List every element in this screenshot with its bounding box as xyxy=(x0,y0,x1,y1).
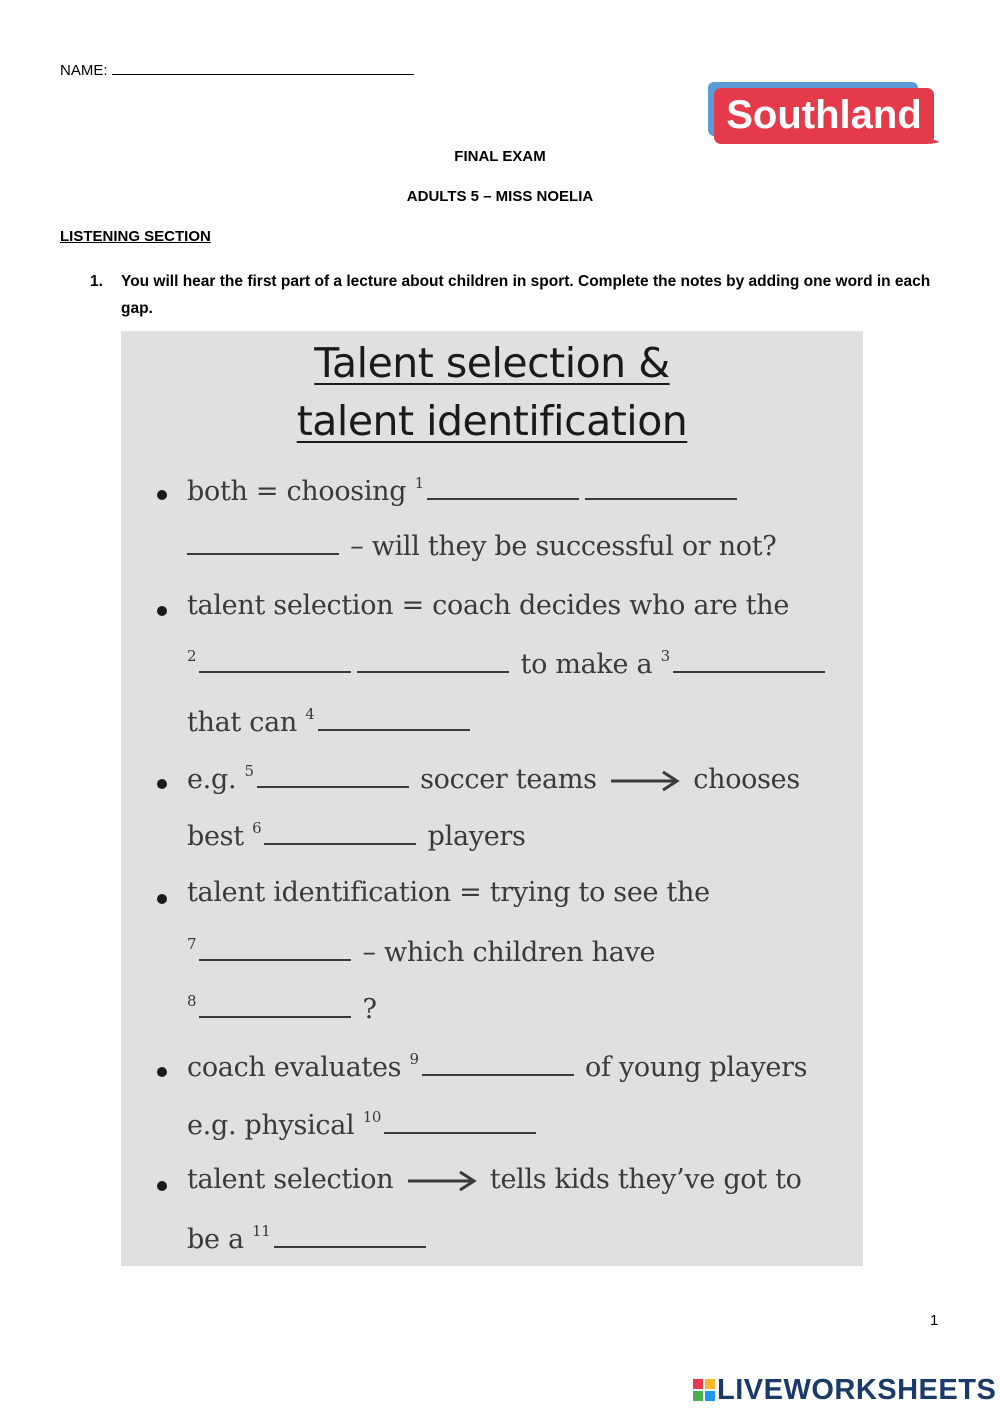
note-line: talent selection = coach decides who are the xyxy=(187,590,790,621)
southland-logo xyxy=(706,80,942,148)
name-label: NAME: xyxy=(60,62,108,79)
gap-2b[interactable] xyxy=(357,649,509,673)
note-line: talent identification = trying to see the xyxy=(187,877,710,908)
note-line: $^2$ to make a $^3$ xyxy=(187,647,828,680)
gap-1a[interactable] xyxy=(427,476,579,500)
notes-panel xyxy=(121,331,863,1266)
gap-number: 1 xyxy=(414,474,424,492)
gap-number: 6 xyxy=(252,819,262,837)
page-number: 1 xyxy=(930,1312,939,1329)
gap-2a[interactable] xyxy=(199,649,351,673)
note-line: e.g. physical $^{10}$ xyxy=(187,1108,539,1141)
notes-title-2: talent identification xyxy=(296,397,688,445)
note-line: e.g. $^5$ soccer teams chooses xyxy=(187,762,800,795)
notes-title-1: Talent selection & xyxy=(314,339,670,387)
bullet-icon xyxy=(157,606,167,616)
bullet-icon xyxy=(157,490,167,500)
liveworksheets-icon xyxy=(693,1379,715,1401)
gap-3[interactable] xyxy=(673,649,825,673)
question-1 xyxy=(90,268,950,322)
note-line: be a $^{11}$ xyxy=(187,1222,429,1255)
bullet-icon xyxy=(157,1067,167,1077)
gap-9[interactable] xyxy=(422,1052,574,1076)
question-number: 1. xyxy=(90,273,103,290)
name-field xyxy=(60,60,414,79)
gap-number: 10 xyxy=(362,1108,382,1126)
gap-10[interactable] xyxy=(384,1110,536,1134)
note-line: – will they be successful or not? xyxy=(187,531,776,562)
question-text: You will hear the first part of a lecture about children in sport. Complete the notes by adding one word in each gap. xyxy=(121,273,931,317)
gap-number: 9 xyxy=(409,1050,419,1068)
logo-text: Southland xyxy=(726,93,922,137)
gap-number: 11 xyxy=(252,1222,271,1240)
gap-6[interactable] xyxy=(264,821,416,845)
arrow-right-icon xyxy=(609,770,681,792)
note-line: $^7$ – which children have xyxy=(187,935,656,968)
gap-4[interactable] xyxy=(318,707,470,731)
section-title: LISTENING SECTION xyxy=(60,228,211,245)
note-line: best $^6$ players xyxy=(187,819,526,852)
name-blank[interactable] xyxy=(112,60,414,75)
note-line: $^8$ ? xyxy=(187,992,377,1025)
gap-number: 3 xyxy=(660,647,670,665)
gap-1c[interactable] xyxy=(187,531,339,555)
gap-7[interactable] xyxy=(199,937,351,961)
arrow-right-icon xyxy=(406,1170,478,1192)
gap-number: 4 xyxy=(305,705,315,723)
gap-number: 5 xyxy=(244,762,254,780)
exam-title: FINAL EXAM xyxy=(454,148,546,165)
gap-1b[interactable] xyxy=(585,476,737,500)
note-line: both = choosing $^1$ xyxy=(187,474,740,507)
bullet-icon xyxy=(157,894,167,904)
gap-number: 7 xyxy=(187,935,197,953)
note-line: that can $^4$ xyxy=(187,705,473,738)
class-line: ADULTS 5 – MISS NOELIA xyxy=(406,188,594,205)
bullet-icon xyxy=(157,1181,167,1191)
liveworksheets-watermark: LIVEWORKSHEETS xyxy=(693,1374,996,1407)
note-line: talent selection tells kids they’ve got to xyxy=(187,1164,802,1195)
gap-11[interactable] xyxy=(274,1224,426,1248)
note-line: coach evaluates $^9$ of young players xyxy=(187,1050,808,1083)
gap-5[interactable] xyxy=(257,764,409,788)
gap-number: 2 xyxy=(187,647,197,665)
bullet-icon xyxy=(157,779,167,789)
gap-8[interactable] xyxy=(199,994,351,1018)
gap-number: 8 xyxy=(187,992,197,1010)
